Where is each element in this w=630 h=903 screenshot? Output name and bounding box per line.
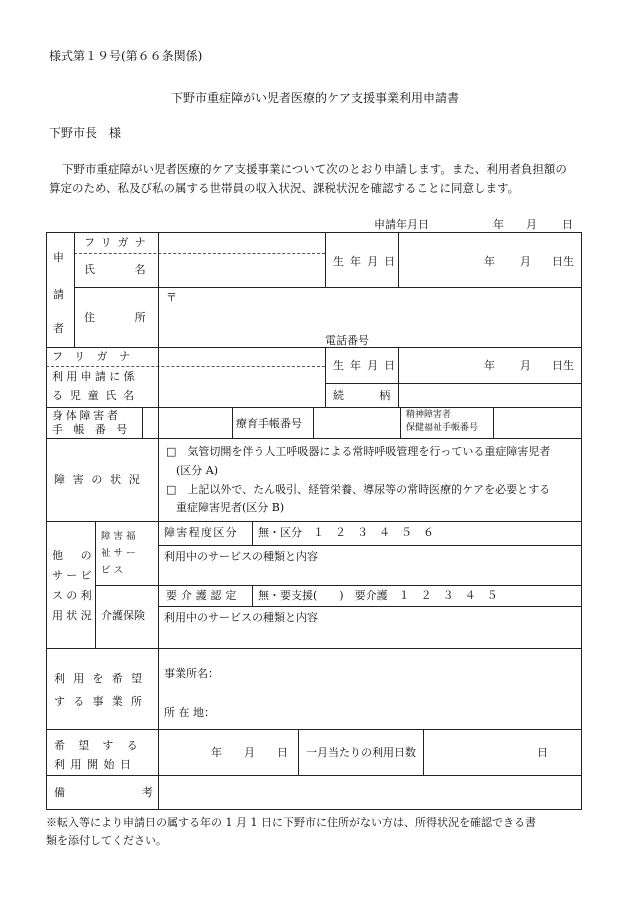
start-date-label-1: 希望する	[54, 739, 151, 752]
applicant-birth-day: 日生	[552, 255, 574, 268]
date-label: 申請年月日	[374, 218, 429, 231]
desired-office-label-1: 利用を希望	[54, 672, 151, 685]
welfare-level-label: 障害程度区分	[164, 526, 238, 539]
postal-mark: 〒	[166, 291, 177, 304]
care-insurance-label: 介護保険	[101, 609, 145, 622]
child-furigana-label: フリガナ	[52, 350, 142, 363]
applicant-birth-month: 月	[520, 255, 531, 268]
intro-line-1: 下野市重症障がい児者医療的ケア支援事業について次のとおり申請します。また、利用者負担額の	[62, 162, 567, 176]
start-month: 月	[244, 746, 255, 759]
applicant-address-label: 住所	[84, 311, 186, 324]
welfare-label-2: 祉 サ ー	[101, 548, 136, 559]
child-birth-year: 年	[484, 359, 495, 372]
child-birth-label: 生年月日	[333, 359, 402, 372]
applicant-char-1: 申	[53, 251, 64, 264]
start-day: 日	[277, 746, 288, 759]
child-name-label-1: 利用申請に係	[52, 370, 138, 383]
phone-label: 電話番号	[325, 334, 369, 347]
disability-label: 障害の状況	[54, 473, 148, 486]
care-services-label: 利用中のサービスの種類と内容	[164, 611, 318, 624]
date-day: 日	[562, 218, 573, 231]
office-address-label: 所 在 地：	[164, 706, 215, 719]
desired-office-label-2: する事業所	[54, 695, 151, 708]
child-name-label-2: る児童氏名	[52, 389, 142, 402]
physical-handbook-label-2: 手帳番号	[52, 423, 138, 436]
child-birth-month: 月	[520, 359, 531, 372]
start-date-label-2: 利用開始日	[54, 758, 137, 771]
form-number: 様式第１９号(第６６条関係)	[49, 49, 203, 63]
applicant-birth-year: 年	[484, 255, 495, 268]
days-unit: 日	[537, 746, 548, 759]
start-year: 年	[211, 746, 222, 759]
welfare-label-3: ビ ス	[101, 565, 124, 576]
addressee: 下野市長 様	[49, 126, 122, 140]
disability-option-2-line-2: 重症障害児者(区分 B)	[176, 501, 285, 514]
other-services-label-3: スの利	[52, 589, 95, 602]
welfare-label-1: 障 害 福	[101, 531, 136, 542]
physical-handbook-label-1: 身体障害者	[52, 409, 121, 422]
date-year: 年	[493, 218, 504, 231]
applicant-name-label: 氏名	[84, 263, 186, 276]
days-per-month-label: 一月当たりの利用日数	[306, 746, 416, 759]
disability-option-1-line-2: (区分 A)	[176, 464, 219, 477]
applicant-char-3: 者	[53, 322, 64, 335]
welfare-level-options: 無・区分 １ ２ ３ ４ ５ ６	[258, 526, 434, 539]
applicant-char-2: 請	[53, 288, 64, 301]
other-services-label-4: 用状況	[52, 609, 95, 622]
footnote-line-1: ※転入等により申請日の属する年の 1 月 1 日に下野市に住所がない方は、所得状況を確認できる書	[46, 816, 536, 829]
child-birth-day: 日生	[552, 359, 574, 372]
ryoiku-handbook-label: 療育手帳番号	[236, 417, 302, 430]
applicant-furigana-label: フリガナ	[84, 236, 152, 249]
applicant-birth-label: 生年月日	[333, 255, 402, 268]
relation-label: 続柄	[333, 389, 426, 402]
mental-handbook-label-2: 保健福祉手帳番号	[406, 423, 479, 433]
disability-option-1-line-1: □ 気管切開を伴う人工呼吸器による常時呼吸管理を行っている重症障害児者	[166, 445, 551, 458]
office-name-label: 事業所名：	[164, 667, 219, 680]
other-services-label-2: サービ	[52, 569, 95, 582]
intro-line-2: 算定のため、私及び私の属する世帯員の収入状況、課税状況を確認することに同意します。	[49, 181, 520, 195]
mental-handbook-label-1: 精神障害者	[406, 410, 452, 420]
disability-option-2-line-1: □ 上記以外で、たん吸引、経管栄養、導尿等の常時医療的ケアを必要とする	[166, 483, 551, 496]
footnote-line-2: 類を添付してください。	[46, 834, 167, 847]
welfare-services-label: 利用中のサービスの種類と内容	[164, 550, 318, 563]
care-cert-options: 無・要支援( ) 要介護 １ ２ ３ ４ ５	[258, 589, 498, 602]
care-cert-label: 要介護認定	[166, 589, 241, 602]
remarks-label: 備考	[54, 786, 230, 799]
other-services-label-1: 他 の	[52, 549, 95, 562]
form-title: 下野市重症障がい児者医療的ケア支援事業利用申請書	[170, 91, 459, 105]
date-month: 月	[526, 218, 537, 231]
